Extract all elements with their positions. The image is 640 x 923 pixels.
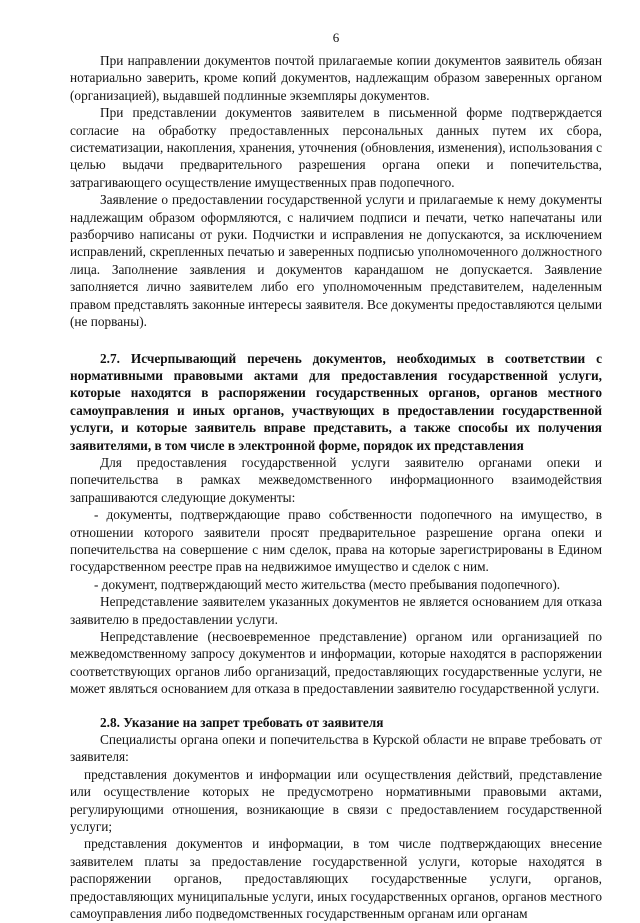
- page-number: 6: [332, 30, 340, 45]
- paragraph-application-requirements: Заявление о предоставлении государственной услуги и прилагаемые к нему документы надлежащим образом оформляются, с наличием подписи и печати, четко напечатаны или разборчиво написаны от руки. Подчистки и исправления не допускаются, за исключением исправлений, скрепленных печатью и заверенных подписью уполномоченного должностного лица. Заполнение заявления и документов карандашом не допускается. Заявление заполняется лично заявителем либо его уполномоченным представителем, наделенным правом представлять законные интересы заявителя. Все документы предоставляются целыми (не порваны).: [70, 192, 602, 330]
- section-2-8-list-item: представления документов и информации, в том числе подтверждающих внесение заявителем платы за предоставление государственной услуги, которые находятся в распоряжении органов, предоставляющих государственные услуги, органов, предоставляющих муниципальные услуги, иных государственных органов, органов местного самоуправления либо подведомственных государственным органам или органам: [70, 836, 602, 922]
- spacer: [70, 698, 602, 714]
- paragraph-personal-data-consent: При представлении документов заявителем в письменной форме подтверждается согласие на обработку предоставленных персональных данных путем их сбора, систематизации, накопления, хранения, уточнения (обновления, изменения), использования с целью выдачи предварительного разрешения органа опеки и попечительства, затрагивающего осуществление имущественных прав подопечного.: [70, 105, 602, 190]
- section-2-8-intro: Специалисты органа опеки и попечительства в Курской области не вправе требовать от заявителя:: [70, 732, 602, 765]
- paragraph-postal-copies: При направлении документов почтой прилагаемые копии документов заявитель обязан нотариально заверить, кроме копий документов, надлежащим образом заверенных органом (организацией), выдавшей подлинные экземпляры документов.: [70, 53, 602, 103]
- section-2-7-list-item: - документ, подтверждающий место жительства (место пребывания подопечного).: [94, 576, 561, 592]
- section-2-7-list-item: - документы, подтверждающие право собственности подопечного на имущество, в отношении которого заявители просят предварительное разрешение органа опеки и попечительства на совершение с ним сделок, права на которые зарегистрированы в Едином государственном реестре прав на недвижимое имущество и сделок с ним.: [70, 507, 602, 575]
- section-2-7-paragraph: Непредставление (несвоевременное представление) органом или организацией по межведомственному запросу документов и информации, которые находятся в распоряжении соответствующих органов либо организаций, предоставляющих государственные услуги, не может являться основанием для отказа в предоставлении заявителю государственной услуги.: [70, 629, 602, 697]
- section-2-8-heading: 2.8. Указание на запрет требовать от заявителя: [100, 714, 384, 730]
- section-2-7-intro: Для предоставления государственной услуги заявителю органами опеки и попечительства в рамках межведомственного информационного взаимодействия запрашиваются следующие документы:: [70, 454, 602, 505]
- section-2-7-heading: 2.7. Исчерпывающий перечень документов, необходимых в соответствии с нормативными правовыми актами для предоставления государственной услуги, которые находятся в распоряжении государственных органов, органов местного самоуправления и иных органов, участвующих в предоставлении государственной услуги, и которые заявитель вправе представить, а также способы их получения заявителями, в том числе в электронной форме, порядок их представления: [70, 350, 602, 453]
- section-2-7-paragraph: Непредставление заявителем указанных документов не является основанием для отказа заявителю в предоставлении услуги.: [70, 594, 602, 627]
- spacer: [70, 331, 602, 350]
- section-2-8-list-item: представления документов и информации или осуществления действий, представление или осуществление которых не предусмотрено нормативными правовыми актами, регулирующими отношения, возникающие в связи с предоставлением государственной услуги;: [70, 766, 602, 835]
